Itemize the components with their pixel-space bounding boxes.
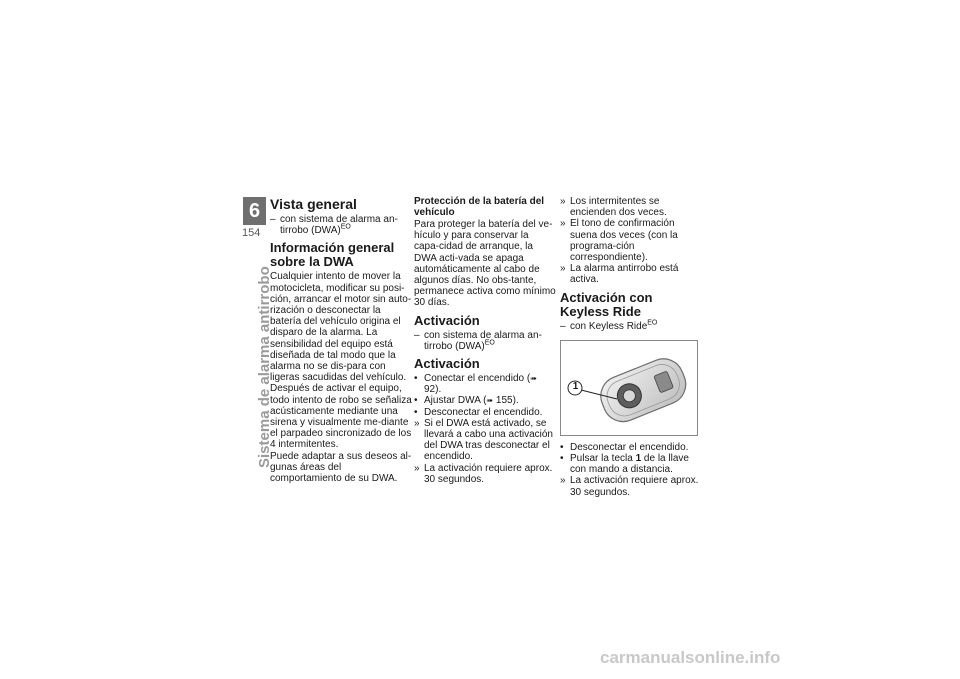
item-text: Ajustar DWA ( — [424, 395, 487, 407]
bullet-marker: • — [414, 395, 418, 407]
result-marker: » — [560, 196, 566, 207]
item-text: La activación requiere aprox. 30 segundos. — [570, 475, 699, 498]
arrow-ref-icon: ➠ — [530, 374, 537, 384]
paragraph: Cualquier intento de mover la motocicleta, modificar su posi-ción, arrancar el motor sin auto-rización o desconectar la batería del vehículo origina el disparo de la alarma. La sensibilidad del equipo está diseñada de tal modo que la alarma no se dis-para con ligeras sacudidas del vehículo. Después de activar el equipo, todo intento de robo se señaliza acústicamente mediante una sirena y visualmente me-diante el parpadeo sincronizado de los 4 intermitentes. — [270, 271, 412, 451]
list-item — [414, 395, 556, 406]
column-2 — [414, 196, 556, 485]
list-item — [560, 321, 702, 332]
item-text: La alarma antirrobo está activa. — [570, 263, 679, 286]
eo-superscript: EO — [647, 319, 658, 327]
heading-activacion-procedure: Activación — [414, 356, 480, 372]
item-text: con Keyless Ride — [570, 320, 648, 332]
list-item — [414, 407, 556, 418]
bullet-marker: • — [414, 373, 418, 385]
result-item — [560, 263, 702, 285]
bullet-marker: • — [414, 406, 418, 418]
eo-superscript: EO — [340, 223, 351, 231]
item-text: Los intermitentes se encienden dos veces. — [570, 196, 667, 219]
paragraph: Para proteger la batería del ve-hículo y para conservar la capa-cidad de arranque, la DWA acti-vada se apaga automáticamente al cabo de algunos días. No obs-tante, permanece activa como mínimo 30 días. — [414, 219, 556, 309]
item-text: Si el DWA está activado, se llevará a cabo una activación del DWA tras desconectar el encendido. — [424, 417, 553, 463]
dash-marker: – — [270, 214, 276, 225]
bullet-marker: • — [560, 453, 564, 465]
key-number: 1 — [635, 453, 642, 465]
list-item — [560, 442, 702, 453]
result-item — [560, 218, 702, 263]
result-item — [560, 475, 702, 497]
list-item — [414, 373, 556, 395]
heading-vista-general: Vista general — [270, 196, 357, 212]
page-ref: 155). — [495, 395, 519, 407]
heading-activacion-section: Activación — [414, 312, 480, 328]
item-text: Desconectar el encendido. — [570, 441, 689, 453]
eo-superscript: EO — [484, 339, 495, 347]
item-text: Conectar el encendido ( — [424, 373, 531, 385]
item-text: El tono de confirmación suena dos veces (con la programa-ción correspondiente). — [570, 218, 678, 264]
key-fob-illustration — [560, 340, 698, 436]
list-item — [270, 214, 412, 236]
chapter-side-title: Sistema de alarma antirrobo — [256, 266, 273, 468]
list-item — [414, 330, 556, 352]
bullet-marker: • — [560, 441, 564, 453]
result-marker: » — [560, 475, 566, 487]
chapter-number: 6 — [243, 197, 266, 225]
column-1 — [270, 196, 412, 484]
result-item — [560, 196, 702, 218]
item-text: Desconectar el encendido. — [424, 406, 543, 418]
arrow-ref-icon: ➠ — [486, 396, 494, 406]
item-text: La activación requiere aprox. 30 segundos. — [424, 462, 553, 485]
dash-marker: – — [560, 320, 566, 332]
item-text: Pulsar la tecla — [570, 453, 636, 465]
paragraph: Puede adaptar a sus deseos al-gunas áreas del comportamiento de su DWA. — [270, 450, 412, 485]
item-text: con sistema de alarma an-tirrobo (DWA) — [280, 214, 398, 237]
result-item — [414, 463, 556, 485]
page-number: 154 — [242, 227, 261, 239]
watermark: carmanualsonline.info — [600, 648, 781, 667]
callout-label-1: 1 — [572, 380, 579, 392]
result-marker: » — [414, 462, 420, 474]
page-ref: 92). — [424, 384, 442, 396]
dash-marker: – — [414, 329, 420, 341]
result-marker: » — [560, 263, 566, 275]
result-marker: » — [414, 417, 420, 429]
item-text: con sistema de alarma an-tirrobo (DWA) — [424, 329, 542, 352]
key-fob-icon — [561, 341, 697, 435]
item-text: de la llave con mando a distancia. — [570, 453, 689, 476]
heading-activacion-keyless: Activación con Keyless Ride — [560, 289, 653, 319]
heading-proteccion-bateria: Protección de la batería del vehículo — [414, 196, 545, 218]
list-item — [560, 453, 702, 475]
heading-informacion-general: Información general sobre la DWA — [270, 240, 395, 270]
result-item — [414, 418, 556, 463]
column-3 — [560, 196, 702, 498]
result-marker: » — [560, 218, 566, 230]
